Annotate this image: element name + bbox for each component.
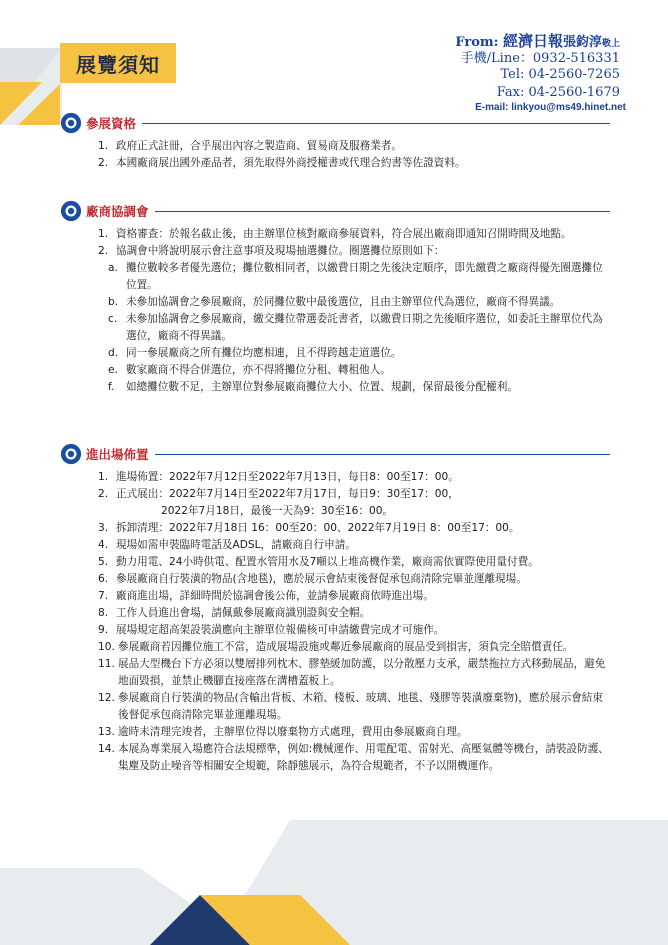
section-heading (60, 200, 610, 222)
section-rule (142, 123, 610, 124)
contact-tel: Tel: 04-2560-7265 (500, 67, 620, 82)
list-item: 1. 進場佈置：2022年7月12日至2022年7月13日，每日8：00至17：00。 (98, 471, 459, 483)
list-item: 12. 參展廠商自行裝潢的物品(含輸出背板、木箱、棧板、玻璃、地毯、殘膠等裝潢廢棄物)，應於展示會結束後督促承包商清除完畢並運離現場。 (98, 692, 603, 721)
contact-from: From: 經濟日報張鈞淳敬上 (455, 32, 620, 50)
list-item: 3. 拆卸清理：2022年7月18日 16：00至20：00、2022年7月19日 8：00至17：00。 (98, 522, 520, 534)
gear-icon (60, 112, 82, 134)
section-coordination (60, 200, 610, 396)
page-title: 展覽須知 (60, 43, 176, 83)
list-item: 7. 廠商進出場，詳細時間於協調會後公佈，並請參展廠商依時進出場。 (98, 590, 434, 602)
section-rule (155, 454, 610, 455)
list-item: 4. 現場如需申裝臨時電話及ADSL，請廠商自行申請。 (98, 539, 356, 551)
section-qualification (60, 112, 610, 172)
sub-item: a. 攤位數較多者優先選位；攤位數相同者，以繳費日期之先後決定順序，即先繳費之廠商得優先圈選攤位位置。 (108, 262, 603, 291)
contact-honorific: 敬上 (601, 39, 620, 49)
section-heading (60, 443, 610, 465)
list-item: 2. 正式展出：2022年7月14日至2022年7月17日，每日9：30至17：00， (98, 488, 459, 500)
list-item: 8. 工作人員進出會場，請佩戴參展廠商識別證與安全帽。 (98, 607, 371, 619)
section-heading (60, 112, 610, 134)
item-list (98, 138, 610, 172)
item-list (98, 469, 610, 775)
section-title: 進出場佈置 (86, 447, 149, 462)
contact-mobile: 手機/Line：0932-516331 (460, 51, 620, 66)
contact-email: E-mail: linkyou@ms49.hinet.net (475, 102, 626, 113)
list-item: 5. 動力用電、24小時供電、配置水管用水及7噸以上堆高機作業，廠商需依實際使用量付費。 (98, 556, 539, 568)
contact-fax: Fax: 04-2560-1679 (496, 85, 620, 100)
sub-item: d. 同一參展廠商之所有攤位均應相連，且不得跨越走道選位。 (108, 347, 402, 359)
section-title: 廠商協調會 (86, 204, 149, 219)
list-item: 2. 協調會中將說明展示會注意事項及現場抽選攤位。圈選攤位原則如下： (98, 245, 445, 257)
gear-icon (60, 200, 82, 222)
list-item: 13. 逾時未清理完竣者，主辦單位得以廢棄物方式處理，費用由參展廠商自理。 (98, 726, 468, 738)
section-move-in-out (60, 443, 610, 775)
sub-item: f. 如總攤位數不足，主辦單位對參展廠商攤位大小、位置、規劃，保留最後分配權利。 (108, 381, 518, 393)
gear-icon (60, 443, 82, 465)
item-list (98, 226, 610, 396)
list-item: 2. 本國廠商展出國外產品者，須先取得外商授權書或代理合約書等佐證資料。 (98, 157, 466, 169)
list-item-continued: 2022年7月18日，最後一天為9：30至16：00。 (161, 505, 394, 517)
list-item: 9. 展場規定超高架設裝潢應向主辦單位報備核可申請繳費完成才可施作。 (98, 624, 445, 636)
sub-item: e. 數家廠商不得合併選位，亦不得將攤位分租、轉租他人。 (108, 364, 391, 376)
list-item: 14. 本展為專業展入場應符合法規標準，例如:機械運作、用電配電、雷射光、高壓氣體等機台，請裝設防護、集塵及防止噪音等相關安全規範，除靜態展示，為符合規範者，不予以開機運作。 (98, 743, 609, 772)
list-item: 1. 資格審查：於報名截止後，由主辦單位核對廠商參展資料，符合展出廠商即通知召開時間及地點。 (98, 228, 572, 240)
sub-item: c. 未參加協調會之參展廠商，繳交攤位帶選委託書者，以繳費日期之先後順序選位，如委託主辦單位代為選位，廠商不得異議。 (108, 313, 603, 342)
contact-person: 張鈞淳 (562, 35, 602, 50)
section-rule (155, 211, 610, 212)
list-item: 6. 參展廠商自行裝潢的物品(含地毯)，應於展示會結束後督促承包商清除完畢並運離現場。 (98, 573, 527, 585)
list-item: 11. 展品大型機台下方必須以雙層排列枕木、膠墊緩加防護，以分散壓力支承，嚴禁拖拉方式移動展品，避免地面毀損，並禁止機腳直接座落在溝槽蓋板上。 (98, 658, 606, 687)
list-item: 1. 政府正式註冊，合乎展出內容之製造商、貿易商及服務業者。 (98, 140, 403, 152)
sub-item: b. 未參加協調會之參展廠商，於同攤位數中最後選位，且由主辦單位代為選位，廠商不得異議。 (108, 296, 561, 308)
contact-company: 經濟日報 (502, 32, 563, 50)
contact-block (455, 30, 626, 114)
list-item: 10. 參展廠商若因攤位施工不當，造成展場設施或鄰近參展廠商的展品受到損害，須負完全賠償責任。 (98, 641, 574, 653)
section-title: 參展資格 (86, 116, 137, 131)
